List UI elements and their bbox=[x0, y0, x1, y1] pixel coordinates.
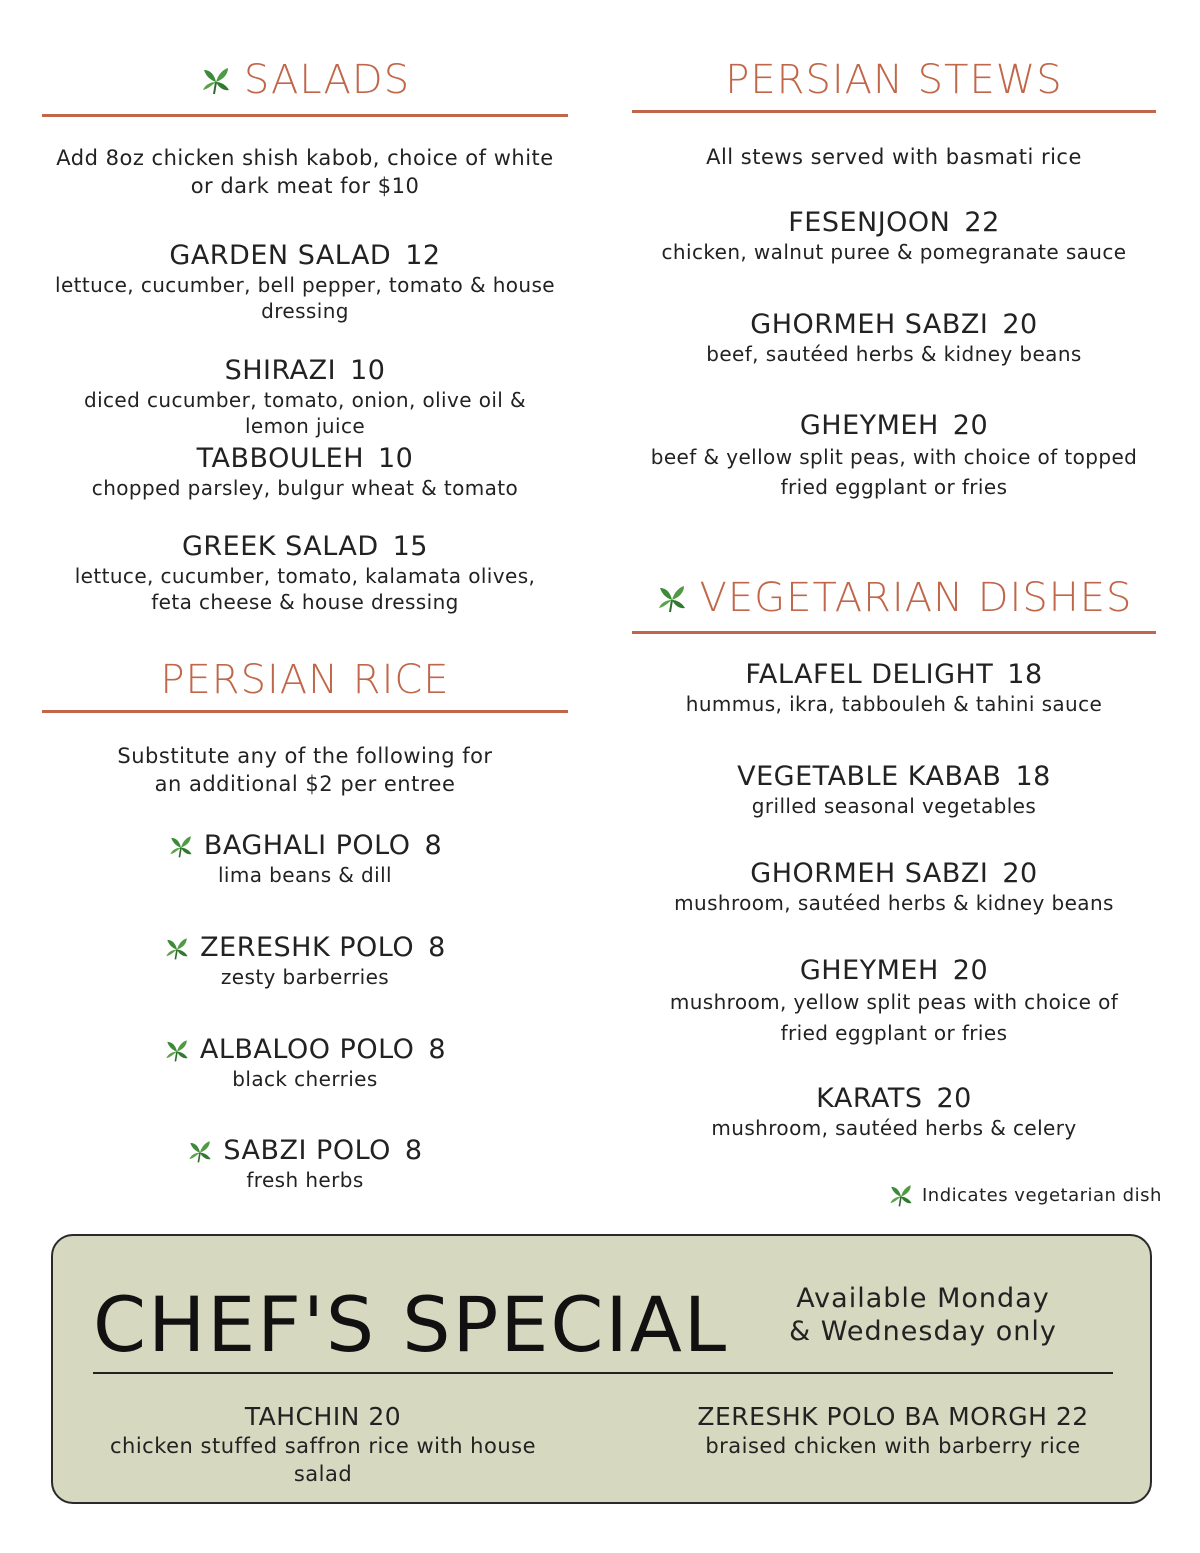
menu-item bbox=[632, 207, 1156, 265]
item-description: lettuce, cucumber, bell pepper, tomato & house dressing bbox=[54, 273, 556, 323]
stews-title: PERSIAN STEWS bbox=[725, 57, 1063, 103]
menu-item bbox=[632, 858, 1156, 916]
vegetarian-heading bbox=[632, 572, 1156, 624]
item-price: 20 bbox=[368, 1402, 402, 1431]
salads-note: Add 8oz chicken shish kabob, choice of white or dark meat for $10 bbox=[56, 146, 554, 198]
item-price: 20 bbox=[1002, 309, 1038, 340]
item-price: 22 bbox=[1055, 1402, 1089, 1431]
special-availability: Available Monday & Wednesday only bbox=[789, 1283, 1057, 1347]
parsley-leaf-icon bbox=[656, 582, 688, 614]
item-name: TABBOULEH bbox=[196, 443, 364, 474]
item-name: KARATS bbox=[816, 1083, 923, 1114]
item-description: chopped parsley, bulgur wheat & tomato bbox=[91, 476, 519, 500]
item-description: diced cucumber, tomato, onion, olive oil & lemon juice bbox=[83, 388, 527, 438]
item-name: VEGETABLE KABAB bbox=[737, 761, 1002, 792]
menu-item bbox=[42, 240, 568, 324]
item-name: SABZI POLO bbox=[223, 1135, 391, 1166]
item-name: ALBALOO POLO bbox=[199, 1034, 415, 1065]
item-name: TAHCHIN bbox=[244, 1402, 360, 1431]
item-name: ZERESHK POLO BA MORGH bbox=[697, 1402, 1048, 1431]
parsley-leaf-icon bbox=[187, 1138, 213, 1164]
item-description: zesty barberries bbox=[220, 965, 390, 989]
item-price: 20 bbox=[952, 955, 989, 986]
vegetarian-legend bbox=[888, 1182, 1162, 1208]
menu-item bbox=[42, 1135, 568, 1193]
parsley-leaf-icon bbox=[200, 64, 232, 96]
stews-divider bbox=[632, 110, 1156, 113]
item-price: 8 bbox=[424, 830, 443, 861]
menu-item bbox=[42, 355, 568, 439]
item-name: FESENJOON bbox=[788, 207, 951, 238]
menu-item bbox=[42, 932, 568, 990]
item-description: lima beans & dill bbox=[217, 863, 393, 887]
item-price: 18 bbox=[1007, 659, 1043, 690]
item-price: 10 bbox=[378, 443, 414, 474]
menu-item bbox=[632, 955, 1156, 1049]
item-name: GHEYMEH bbox=[799, 410, 939, 441]
item-price: 18 bbox=[1015, 761, 1051, 792]
item-name: GHORMEH SABZI bbox=[750, 309, 989, 340]
item-description: chicken, walnut puree & pomegranate sauce bbox=[661, 240, 1127, 264]
vegetarian-divider bbox=[632, 631, 1156, 634]
parsley-leaf-icon bbox=[164, 1037, 190, 1063]
item-name: GHEYMEH bbox=[799, 955, 939, 986]
item-name: GHORMEH SABZI bbox=[750, 858, 989, 889]
item-description: mushroom, yellow split peas with choice of fried eggplant or fries bbox=[669, 990, 1119, 1045]
item-description: black cherries bbox=[232, 1067, 378, 1091]
salads-divider bbox=[42, 114, 568, 117]
vegetarian-title: VEGETARIAN DISHES bbox=[699, 575, 1133, 621]
special-item bbox=[673, 1402, 1113, 1460]
menu-item bbox=[632, 309, 1156, 367]
item-description: braised chicken with barberry rice bbox=[705, 1434, 1081, 1458]
item-name: BAGHALI POLO bbox=[203, 830, 411, 861]
item-name: SHIRAZI bbox=[224, 355, 337, 386]
item-price: 8 bbox=[428, 932, 446, 963]
item-price: 20 bbox=[952, 410, 989, 441]
parsley-leaf-icon bbox=[168, 833, 194, 859]
item-name: ZERESHK POLO bbox=[200, 932, 415, 963]
parsley-leaf-icon bbox=[164, 935, 190, 961]
stews-note: All stews served with basmati rice bbox=[706, 145, 1082, 169]
chefs-special-box bbox=[51, 1234, 1152, 1504]
menu-item bbox=[632, 659, 1156, 717]
item-price: 8 bbox=[428, 1034, 447, 1065]
menu-item bbox=[632, 410, 1156, 502]
item-price: 22 bbox=[964, 207, 1000, 238]
item-description: hummus, ikra, tabbouleh & tahini sauce bbox=[685, 692, 1103, 716]
item-price: 10 bbox=[350, 355, 386, 386]
item-price: 12 bbox=[405, 240, 441, 271]
item-price: 8 bbox=[404, 1135, 423, 1166]
menu-item bbox=[632, 1083, 1156, 1141]
rice-note: Substitute any of the following for an additional $2 per entree bbox=[117, 744, 493, 796]
item-price: 20 bbox=[936, 1083, 972, 1114]
item-name: GARDEN SALAD bbox=[169, 240, 392, 271]
menu-item bbox=[42, 830, 568, 888]
item-name: GREEK SALAD bbox=[182, 531, 379, 562]
legend-text: Indicates vegetarian dish bbox=[922, 1184, 1162, 1206]
menu-item bbox=[42, 443, 568, 501]
menu-item bbox=[42, 1034, 568, 1092]
item-description: mushroom, sautéed herbs & celery bbox=[711, 1116, 1077, 1140]
item-name: FALAFEL DELIGHT bbox=[745, 659, 994, 690]
item-description: lettuce, cucumber, tomato, kalamata olives, feta cheese & house dressing bbox=[74, 564, 536, 614]
menu-item bbox=[632, 761, 1156, 819]
item-price: 20 bbox=[1002, 858, 1038, 889]
item-description: chicken stuffed saffron rice with house salad bbox=[109, 1434, 537, 1486]
item-price: 15 bbox=[392, 531, 428, 562]
rice-title: PERSIAN RICE bbox=[160, 657, 450, 703]
rice-divider bbox=[42, 710, 568, 713]
salads-title: SALADS bbox=[243, 57, 411, 103]
chefs-special-title: CHEF'S SPECIAL bbox=[93, 1280, 729, 1369]
rice-heading bbox=[42, 654, 568, 706]
item-description: grilled seasonal vegetables bbox=[751, 794, 1037, 818]
item-description: beef, sautéed herbs & kidney beans bbox=[706, 342, 1082, 366]
stews-heading bbox=[632, 54, 1156, 106]
salads-heading bbox=[42, 54, 568, 106]
menu-item bbox=[42, 531, 568, 615]
special-item bbox=[93, 1402, 553, 1488]
parsley-leaf-icon bbox=[888, 1182, 914, 1208]
item-description: beef & yellow split peas, with choice of topped fried eggplant or fries bbox=[650, 445, 1138, 499]
item-description: fresh herbs bbox=[246, 1168, 364, 1192]
item-description: mushroom, sautéed herbs & kidney beans bbox=[674, 891, 1114, 915]
special-divider bbox=[93, 1372, 1113, 1374]
